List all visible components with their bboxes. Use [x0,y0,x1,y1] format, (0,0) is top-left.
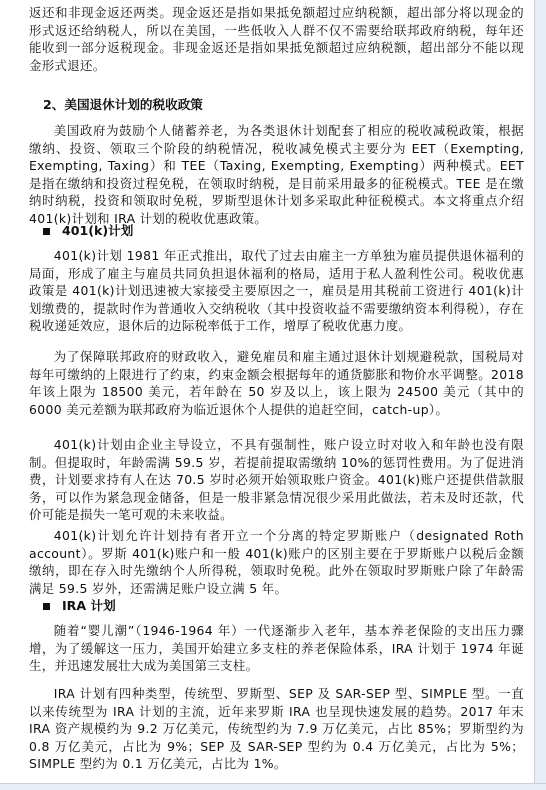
paragraph-401k-limit: 为了保障联邦政府的财政收入，避免雇员和雇主通过退休计划规避税款，国税局对每年可缴纳的上限进行了约束，约束金额会根据每年的通货膨胀和物价水平调整。2018 年该上限为 18500 美元，若年龄在 50 岁及以上，该上限为 24500 美元（其中的 6000 美元差额为联邦政府为临近退休个人提供的追赶空间，catch-up）。 [29,349,524,417]
paragraph-cash-refund: 返还和非现金返还两类。现金返还是指如果抵免额超过应纳税额，超出部分将以现金的形式返还给纳税人，所以在美国，一些低收入人群不仅不需要给联邦政府纳税，每年还能收到一部分返税现金。非现金返还是指如果抵免额超过应纳税额，超出部分不能以现金形式退还。 [29,5,524,73]
bullet-heading-ira-label: IRA 计划 [62,598,116,613]
paragraph-eet-tee-intro: 美国政府为鼓励个人储蓄养老，为各类退休计划配套了相应的税收减税政策，根据缴纳、投资、领取三个阶段的纳税情况，税收减免模式主要分为 EET（Exempting, Exempting, Taxing）和 TEE（Taxing, Exempting, Exempting）两种模式。EET 是指在缴纳和投资过程免税，在领取时纳税，是目前采用最多的征税模式。TEE 是在缴纳时纳税，投资和领取时免税，罗斯型退休计划多采取此种征税模式。本文将重点介绍 401(k)计划和 IRA 计划的税收优惠政策。 [29,123,524,226]
paragraph-ira-types: IRA 计划有四种类型，传统型、罗斯型、SEP 及 SAR-SEP 型、SIMPLE 型。一直以来传统型为 IRA 计划的主流，近年来罗斯 IRA 也呈现快速发展的趋势。2017 年末 IRA 资产规模约为 9.2 万亿美元，传统型约为 7.9 万亿美元，占比 85%；罗斯型约为 0.8 万亿美元，占比为 9%；SEP 及 SAR-SEP 型约为 0.4 万亿美元，占比为 5%；SIMPLE 型约为 0.1 万亿美元，占比为 1%。 [29,686,524,772]
section-heading-retirement-tax: 2、美国退休计划的税收政策 [43,97,203,112]
bullet-heading-401k [43,222,133,240]
bullet-square-icon [43,228,50,235]
paragraph-401k-withdrawal: 401(k)计划由企业主导设立，不具有强制性，账户设立时对收入和年龄也没有限制。但提取时，年龄需满 59.5 岁，若提前提取需缴纳 10%的惩罚性费用。为了促进消费，计划要求持有人在达 70.5 岁时必须开始领取账户资金。401(k)账户还提供借款服务，可以作为紧急现金储备，但是一般非紧急情况很少采用此做法，若未及时还款，代价可能是损失一笔可观的未来收益。 [29,437,524,523]
bullet-square-icon [43,603,50,610]
viewer-bottom-edge [0,783,546,790]
bullet-heading-401k-label: 401(k)计划 [62,223,134,238]
paragraph-401k-intro: 401(k)计划 1981 年正式推出，取代了过去由雇主一方单独为雇员提供退休福利的局面，形成了雇主与雇员共同负担退休福利的格局，适用于私人盈利性公司。税收优惠政策是 401(k)计划迅速被大家接受主要原因之一，雇员是用其税前工资进行 401(k)计划缴费的，提款时作为普通收入交纳税收（其中投资收益不需要缴纳资本利得税），存在税收递延效应，退休后的边际税率低于工作，增厚了税收优惠力度。 [29,248,524,334]
viewer-right-edge [534,0,546,790]
paragraph-ira-history: 随着“婴儿潮”（1946-1964 年）一代逐渐步入老年，基本养老保险的支出压力骤增，为了缓解这一压力，美国开始建立多支柱的养老保险体系，IRA 计划于 1974 年诞生，并迅速发展壮大成为美国第三支柱。 [29,623,524,674]
bullet-heading-ira [43,597,116,615]
paragraph-roth-401k: 401(k)计划允许计划持有者开立一个分离的特定罗斯账户（designated Roth account）。罗斯 401(k)账户和一般 401(k)账户的区别主要在于罗斯账户以税后金额缴纳，即在存入时先缴纳个人所得税，领取时免税。此外在领取时罗斯账户除了年龄需满足 59.5 岁外，还需满足账户设立满 5 年。 [29,528,524,596]
